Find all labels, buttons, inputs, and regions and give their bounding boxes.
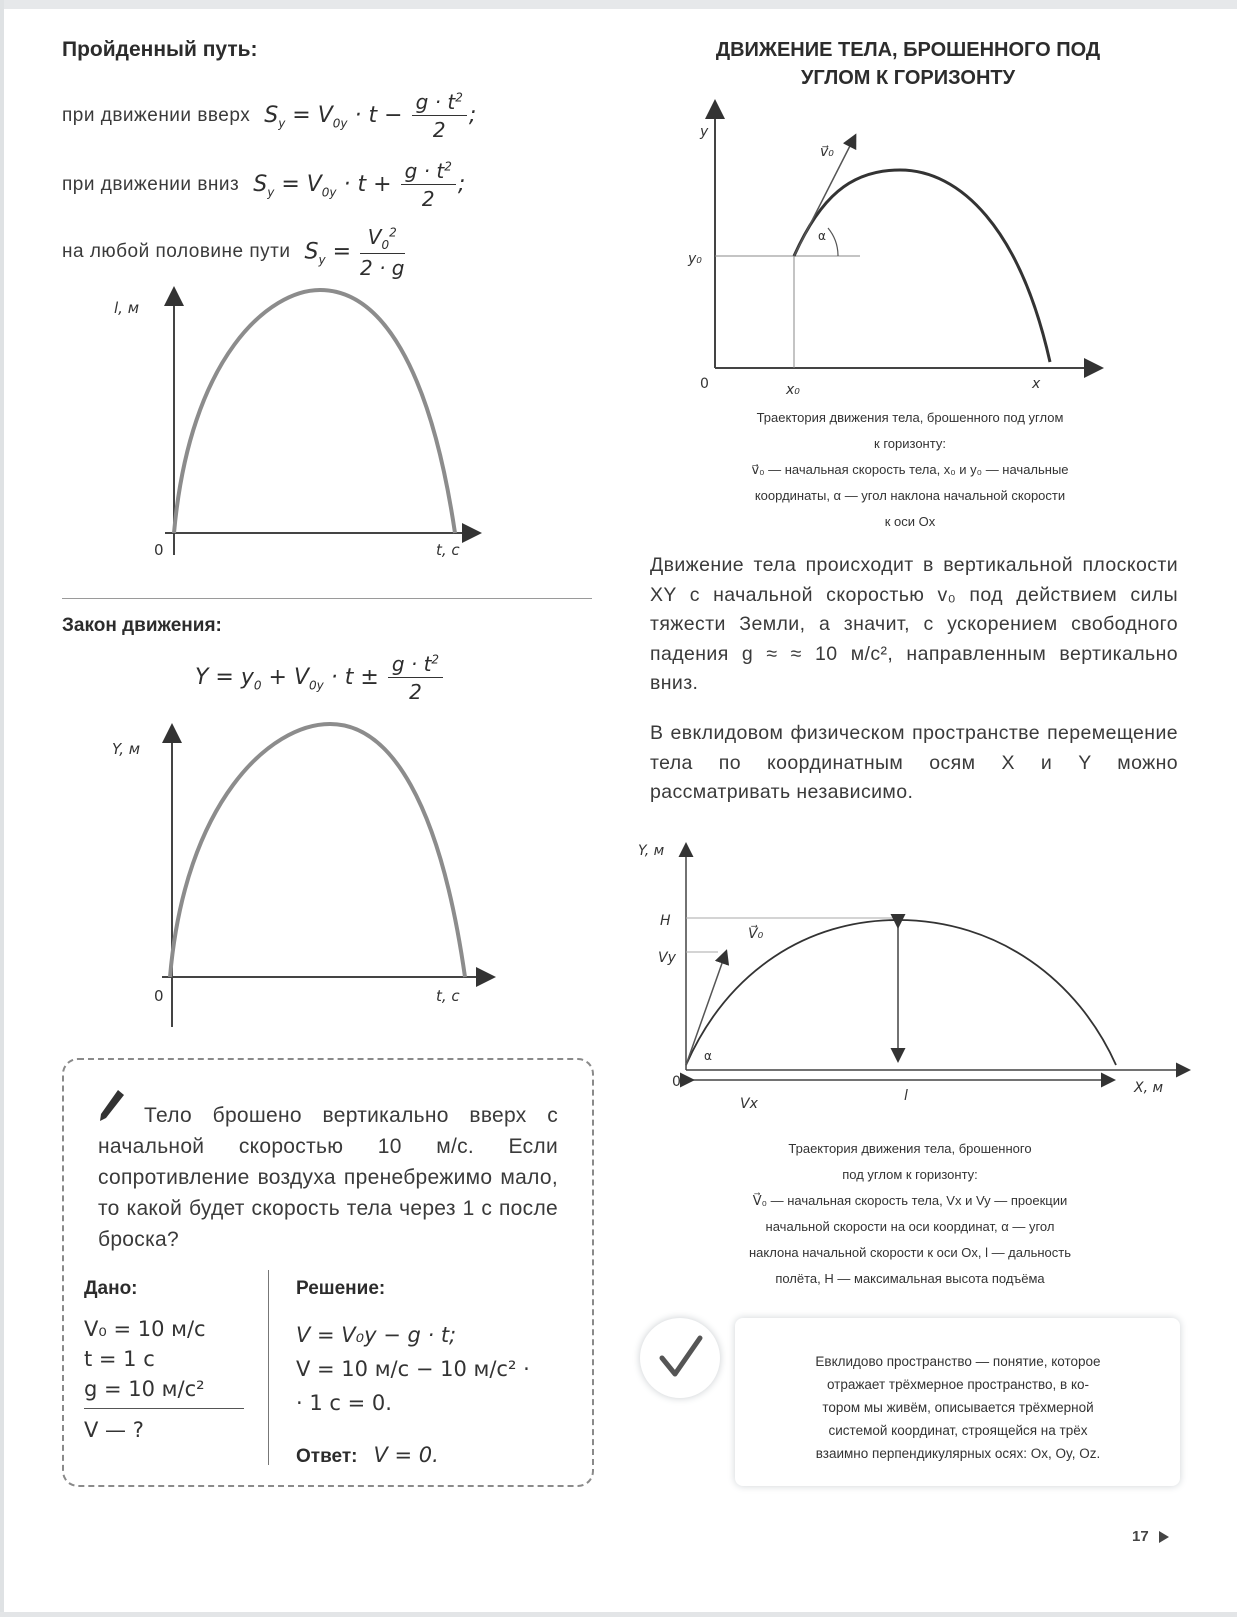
vx-label: Vx <box>740 1096 758 1112</box>
next-arrow-icon[interactable] <box>1159 1531 1169 1543</box>
given-label: Дано: <box>84 1278 138 1299</box>
check-badge <box>640 1318 720 1398</box>
caption-1: Траектория движения тела, брошенного под углом к горизонту: v⃗₀ — начальная скорость тела, x₀ и y₀ — начальные координаты, α — угол наклона начальной скорости к оси Ox <box>751 410 1069 529</box>
solution-line-3: · 1 с = 0. <box>296 1391 392 1415</box>
formula-up: $S_y = V_{0y} \cdot t$ − $\frac{g \cdot t^2}{2}$ ; <box>264 90 477 142</box>
find-v: V — ? <box>84 1418 144 1442</box>
formula-up-row <box>62 86 476 146</box>
answer-row <box>296 1440 439 1470</box>
v0-label: V⃗₀ <box>748 926 764 942</box>
graph-path-vs-time <box>114 285 490 575</box>
answer-label: Ответ: <box>296 1446 358 1467</box>
formula-half: $S_y$ = $\frac{V_0^2}{2 \cdot g}$ <box>304 224 405 280</box>
x-axis-label: X, м <box>1134 1080 1164 1096</box>
path-heading: Пройденный путь: <box>62 38 258 61</box>
solution-line-1: V = V₀y − g · t; <box>296 1323 457 1347</box>
given-v0: V₀ = 10 м/с <box>84 1317 206 1341</box>
x0-label: x₀ <box>786 382 800 398</box>
top-border <box>0 0 1237 9</box>
v0-label: v⃗₀ <box>820 144 834 160</box>
trajectory-curve <box>794 170 1050 362</box>
y-axis-label: Y, м <box>638 843 665 859</box>
up-label: при движении вверх <box>62 105 251 126</box>
bottom-border <box>0 1612 1237 1617</box>
parabola-curve <box>170 724 465 977</box>
origin-label: 0 <box>672 1074 681 1090</box>
alpha-label: α <box>704 1049 712 1063</box>
page-number-area <box>1132 1528 1169 1545</box>
x-axis-label: t, с <box>436 541 460 559</box>
task-divider <box>268 1270 269 1465</box>
formula-half-row <box>62 222 407 282</box>
left-border <box>0 0 4 1617</box>
solution-line-2: V = 10 м/с − 10 м/с² · <box>296 1357 530 1381</box>
x-axis-label: t, с <box>436 987 460 1005</box>
range-label: l <box>904 1088 908 1104</box>
origin-label: 0 <box>154 987 164 1005</box>
formula-law: $Y = y_0 + V_{0y} \cdot t$ ± $\frac{g \cdot t^2}{2}$ <box>195 652 445 704</box>
answer-value: V = 0. <box>373 1443 439 1467</box>
half-label: на любой половине пути <box>62 241 291 262</box>
y-axis-label: y <box>700 124 709 140</box>
y-axis-label: l, м <box>114 299 140 317</box>
origin-label: 0 <box>700 376 709 392</box>
law-heading: Закон движения: <box>62 615 222 636</box>
h-label: H <box>660 913 671 929</box>
paragraph-1: Движение тела происходит в вертикальной плоскости XY с начальной скоростью v₀ под действием силы тяжести Земли, а значит, с ускорением свободного падения g ≈ ≈ 10 м/с², направленным вертикально вниз. <box>650 554 1178 694</box>
graph-projectile <box>628 840 1198 1120</box>
page-number: 17 <box>1132 1528 1149 1545</box>
origin-label: 0 <box>154 541 164 559</box>
given-list <box>84 1314 244 1445</box>
divider <box>62 598 592 599</box>
solution-label: Решение: <box>296 1278 386 1299</box>
formula-law-row <box>195 648 445 708</box>
caption-2: Траектория движения тела, брошенного под углом к горизонту: V⃗₀ — начальная скорость тела, Vx и Vy — проекции начальной скорости на оси координат, α — угол наклона начальной скорости к оси Ox, l — дальность полёта, H — максимальная высота подъёма <box>748 1141 1071 1286</box>
graph-trajectory <box>680 98 1100 398</box>
parabola-curve <box>174 290 455 533</box>
task-text: Тело брошено вертикально вверх с начальной скоростью 10 м/с. Если сопротивление воздуха пренебрежимо мало, то какой будет скорость тела через 1 с после броска? <box>98 1104 558 1251</box>
down-label: при движении вниз <box>62 174 240 195</box>
given-t: t = 1 с <box>84 1347 155 1371</box>
y-axis-label: Y, м <box>112 740 141 758</box>
solution-list <box>296 1318 530 1420</box>
paragraph-2: В евклидовом физическом пространстве перемещение тела по координатным осям X и Y можно рассматривать независимо. <box>650 722 1178 803</box>
formula-down: $S_y = V_{0y} \cdot t$ + $\frac{g \cdot t^2}{2}$ ; <box>253 159 466 211</box>
given-g: g = 10 м/с² <box>84 1374 244 1409</box>
definition-text: Евклидово пространство — понятие, которое отражает трёхмерное пространство, в ко- тором мы живём, описывается трёхмерной системой координат, строящейся на трёх взаимно перпендикулярных осях: Ox, Oy, Oz. <box>815 1354 1101 1461</box>
y0-label: y₀ <box>688 251 702 267</box>
alpha-arc <box>828 228 838 256</box>
alpha-label: α <box>818 229 826 243</box>
formula-down-row <box>62 155 465 215</box>
checkmark-icon <box>640 1318 720 1398</box>
x-axis-label: x <box>1032 376 1041 392</box>
right-title: ДВИЖЕНИЕ ТЕЛА, БРОШЕННОГО ПОД УГЛОМ К ГОРИЗОНТУ <box>715 39 1101 89</box>
graph-y-vs-time <box>112 722 500 1032</box>
vy-label: Vy <box>658 950 676 966</box>
